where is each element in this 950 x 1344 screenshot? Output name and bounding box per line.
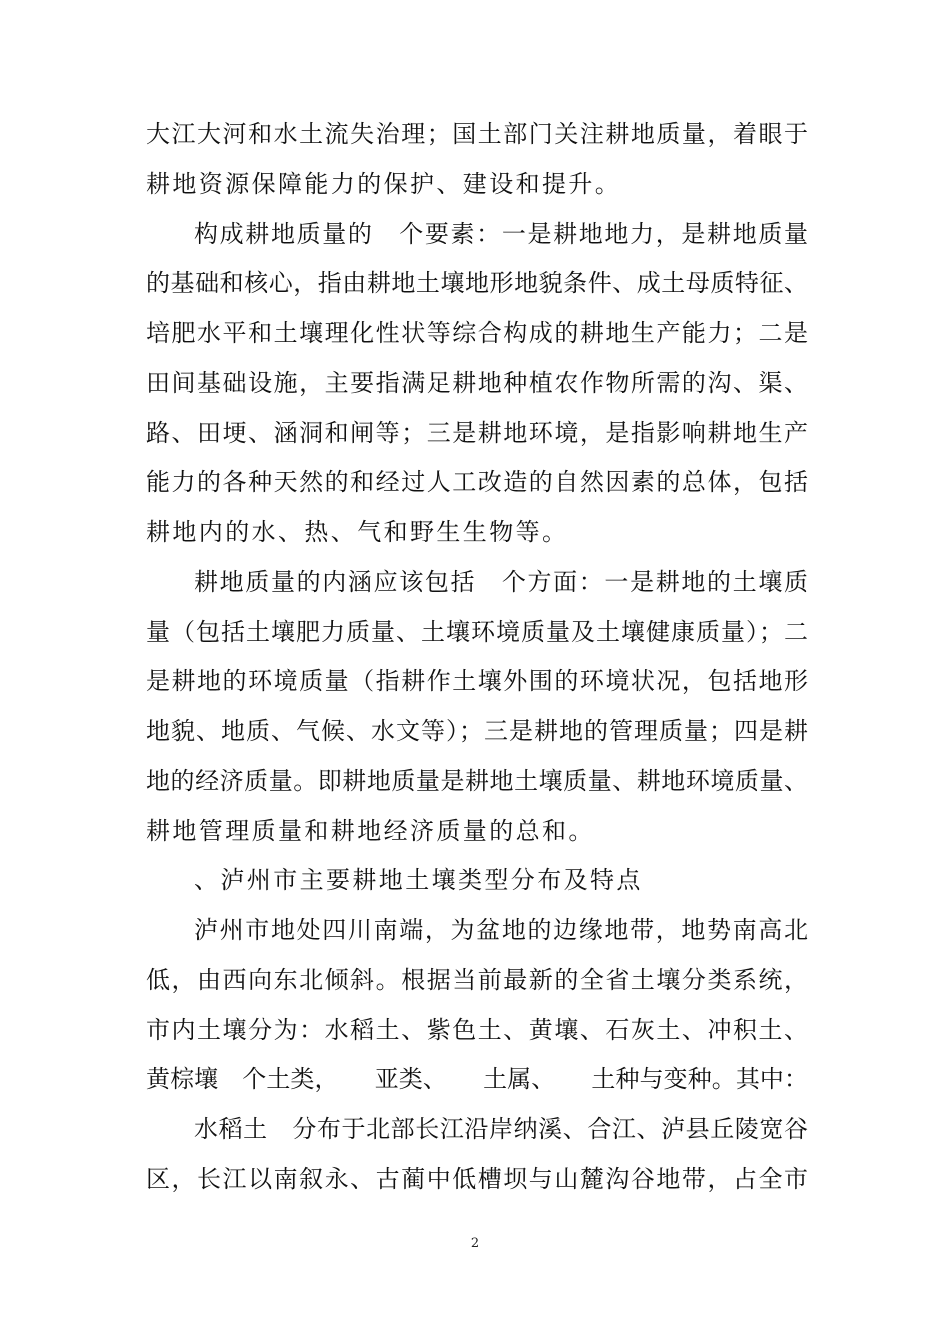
body-text-line: 耕地管理质量和耕地经济质量的总和。 [146,817,595,845]
body-text-line: 培肥水平和土壤理化性状等综合构成的耕地生产能力；二是 [146,319,808,347]
section-heading: 、泸州市主要耕地土壤类型分布及特点 [194,866,643,894]
page-number: 2 [470,1236,480,1251]
body-text-line: 耕地资源保障能力的保护、建设和提升。 [146,170,622,198]
body-text-line: 是耕地的环境质量（指耕作土壤外围的环境状况，包括地形 [146,667,808,695]
body-text-line: 耕地内的水、热、气和野生生物等。 [146,518,569,546]
body-text-line: 量（包括土壤肥力质量、土壤环境质量及土壤健康质量）；二 [146,618,808,646]
body-text-line: 的基础和核心，指由耕地土壤地形地貌条件、成土母质特征、 [146,269,808,297]
body-text-line: 地貌、地质、气候、水文等）；三是耕地的管理质量；四是耕 [146,717,808,745]
body-text-line: 地的经济质量。即耕地质量是耕地土壤质量、耕地环境质量、 [146,767,808,795]
body-text-line: 区，长江以南叙永、古蔺中低槽坝与山麓沟谷地带，占全市 [146,1165,808,1193]
body-text-line: 构成耕地质量的 个要素：一是耕地地力，是耕地质量 [194,220,808,248]
body-text-line: 低，由西向东北倾斜。根据当前最新的全省土壤分类系统， [146,966,808,994]
body-text-line: 水稻土 分布于北部长江沿岸纳溪、合江、泸县丘陵宽谷 [194,1115,808,1143]
body-text-line: 市内土壤分为：水稻土、紫色土、黄壤、石灰土、冲积土、 [146,1016,808,1044]
body-text-line: 泸州市地处四川南端，为盆地的边缘地带，地势南高北 [194,916,808,944]
body-text-line: 耕地质量的内涵应该包括 个方面：一是耕地的土壤质 [194,568,808,596]
body-text-line: 大江大河和水土流失治理；国土部门关注耕地质量，着眼于 [146,120,808,148]
body-text-line: 田间基础设施，主要指满足耕地种植农作物所需的沟、渠、 [146,369,808,397]
body-text-line: 路、田埂、涵洞和闸等；三是耕地环境，是指影响耕地生产 [146,419,808,447]
body-text-line: 能力的各种天然的和经过人工改造的自然因素的总体，包括 [146,468,808,496]
body-text-line: 黄棕壤 个土类， 亚类、 土属、 土种与变种。其中： [146,1065,808,1093]
